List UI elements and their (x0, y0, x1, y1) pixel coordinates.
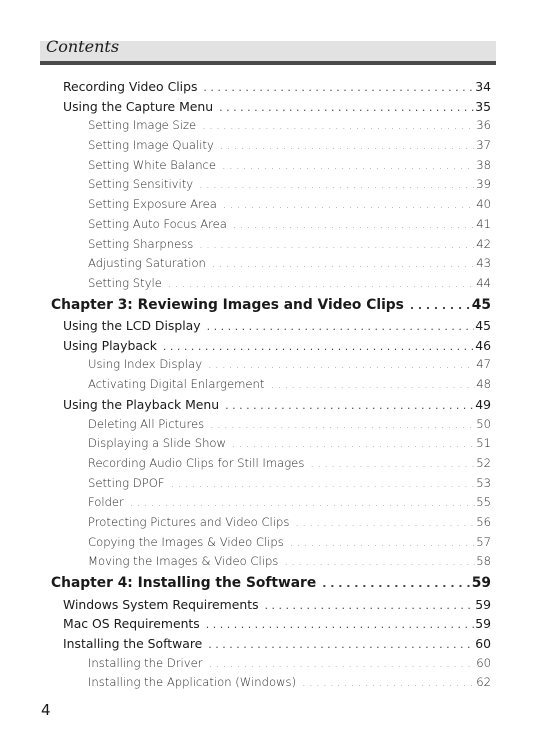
toc-entry-page: 59 (475, 596, 491, 612)
toc-entry-page: 57 (476, 534, 491, 549)
toc-entry-page: 50 (476, 416, 491, 431)
toc-entry-page: 41 (476, 216, 491, 231)
dot-leader (210, 418, 475, 431)
dot-leader (199, 178, 475, 191)
toc-entry-title: Installing the Software (63, 635, 203, 651)
toc-entry-title: Using the Playback Menu (63, 396, 220, 412)
toc-entry-title: Copying the Images & Video Clips (88, 534, 284, 549)
toc-subsection-entry (0, 456, 537, 476)
toc-subsection-entry (0, 554, 537, 574)
toc-entry-title: Using Index Display (88, 357, 203, 372)
toc-section-entry (0, 79, 537, 99)
toc-entry-page: 34 (475, 79, 491, 94)
dot-leader (209, 657, 476, 670)
toc-entry-title: Chapter 3: Reviewing Images and Video Clips (51, 296, 404, 313)
dot-leader (163, 340, 474, 353)
toc-entry-page: 53 (476, 475, 491, 490)
toc-section-entry (0, 338, 537, 358)
toc-section-entry (0, 616, 537, 636)
toc-entry-page: 58 (476, 554, 491, 569)
dot-leader (219, 101, 474, 114)
toc-chapter-entry (0, 575, 537, 596)
toc-entry-page: 45 (475, 318, 491, 334)
toc-subsection-entry (0, 656, 537, 676)
toc-entry-page: 39 (476, 177, 491, 192)
toc-entry-page: 62 (476, 675, 491, 690)
dot-leader (207, 320, 475, 333)
page-title: Contents (46, 37, 120, 56)
toc-entry-title: Using the Capture Menu (63, 98, 214, 114)
dot-leader (202, 119, 475, 132)
toc-entry-title: Mac OS Requirements (63, 616, 200, 632)
toc-entry-page: 36 (476, 118, 491, 133)
dot-leader (310, 457, 475, 470)
dot-leader (302, 676, 475, 689)
page-number: 4 (41, 701, 51, 719)
toc-entry-title: Windows System Requirements (63, 596, 259, 612)
toc-subsection-entry (0, 495, 537, 515)
toc-subsection-entry (0, 118, 537, 138)
dot-leader (208, 638, 474, 651)
toc-entry-title: Setting Exposure Area (88, 197, 217, 212)
toc-entry-title: Activating Digital Enlargement (88, 377, 265, 392)
toc-entry-title: Setting Style (88, 275, 162, 290)
toc-entry-page: 55 (476, 495, 491, 510)
toc-entry-page: 52 (476, 455, 491, 470)
toc-subsection-entry (0, 436, 537, 456)
dot-leader (206, 618, 474, 631)
toc-entry-page: 49 (475, 396, 491, 412)
toc-entry-page: 47 (476, 357, 491, 372)
toc-entry-title: Installing the Driver (88, 655, 203, 670)
toc-entry-page: 60 (475, 635, 491, 651)
toc-entry-title: Moving the Images & Video Clips (88, 554, 279, 569)
dot-leader (212, 257, 475, 270)
dot-leader (225, 399, 474, 412)
dot-leader (199, 238, 475, 251)
toc-entry-page: 37 (476, 138, 491, 153)
toc-entry-title: Installing the Application (Windows) (88, 675, 297, 690)
toc-entry-title: Protecting Pictures and Video Clips (88, 514, 290, 529)
toc-entry-page: 56 (476, 514, 491, 529)
toc-subsection-entry (0, 417, 537, 437)
dot-leader (222, 159, 475, 172)
dot-leader (233, 218, 475, 231)
dot-leader (232, 437, 475, 450)
toc-section-entry (0, 318, 537, 338)
toc-entry-title: Using Playback (63, 337, 157, 353)
dot-leader (410, 299, 471, 312)
toc-entry-page: 48 (476, 377, 491, 392)
toc-entry-title: Using the LCD Display (63, 318, 201, 334)
dot-leader (203, 81, 474, 94)
toc-entry-title: Recording Video Clips (63, 79, 198, 94)
toc-subsection-entry (0, 217, 537, 237)
toc-entry-title: Setting White Balance (88, 157, 217, 172)
toc-subsection-entry (0, 138, 537, 158)
toc-subsection-entry (0, 357, 537, 377)
toc-entry-page: 40 (476, 197, 491, 212)
dot-leader (208, 358, 475, 371)
toc-subsection-entry (0, 256, 537, 276)
toc-entry-title: Setting Image Quality (88, 138, 214, 153)
toc-entry-title: Displaying a Slide Show (88, 436, 226, 451)
dot-leader (168, 277, 475, 290)
header-rule (40, 61, 496, 65)
dot-leader (223, 198, 475, 211)
dot-leader (130, 496, 475, 509)
toc-entry-title: Chapter 4: Installing the Software (51, 575, 317, 591)
toc-entry-page: 59 (471, 575, 491, 591)
toc-subsection-entry (0, 177, 537, 197)
toc-section-entry (0, 99, 537, 119)
dot-leader (270, 378, 475, 391)
toc-entry-title: Setting Sensitivity (88, 177, 194, 192)
toc-subsection-entry (0, 237, 537, 257)
table-of-contents (0, 79, 537, 695)
toc-entry-page: 35 (475, 98, 491, 114)
toc-section-entry (0, 397, 537, 417)
toc-entry-page: 44 (476, 275, 491, 290)
toc-subsection-entry (0, 158, 537, 178)
dot-leader (171, 477, 476, 490)
toc-subsection-entry (0, 476, 537, 496)
toc-entry-page: 45 (471, 296, 491, 313)
toc-subsection-entry (0, 197, 537, 217)
toc-entry-page: 43 (476, 256, 491, 271)
toc-entry-page: 38 (476, 157, 491, 172)
dot-leader (322, 577, 471, 590)
dot-leader (265, 599, 475, 612)
toc-entry-title: Recording Audio Clips for Still Images (88, 455, 305, 470)
toc-subsection-entry (0, 515, 537, 535)
dot-leader (295, 516, 475, 529)
toc-entry-title: Folder (88, 495, 124, 510)
toc-entry-page: 51 (476, 436, 491, 451)
toc-entry-title: Setting Auto Focus Area (88, 216, 227, 231)
toc-section-entry (0, 597, 537, 617)
dot-leader (284, 555, 475, 568)
toc-subsection-entry (0, 377, 537, 397)
toc-subsection-entry (0, 535, 537, 555)
toc-section-entry (0, 636, 537, 656)
dot-leader (220, 139, 475, 152)
toc-entry-page: 60 (476, 655, 491, 670)
dot-leader (290, 536, 475, 549)
toc-entry-title: Deleting All Pictures (88, 416, 205, 431)
toc-entry-page: 46 (475, 337, 491, 353)
toc-entry-title: Setting Image Size (88, 118, 197, 133)
toc-entry-page: 42 (476, 236, 491, 251)
toc-entry-page: 59 (475, 616, 491, 632)
toc-chapter-entry (0, 297, 537, 318)
toc-entry-title: Setting DPOF (88, 475, 165, 490)
toc-entry-title: Adjusting Saturation (88, 256, 206, 271)
toc-subsection-entry (0, 276, 537, 296)
toc-entry-title: Setting Sharpness (88, 236, 194, 251)
toc-subsection-entry (0, 675, 537, 695)
